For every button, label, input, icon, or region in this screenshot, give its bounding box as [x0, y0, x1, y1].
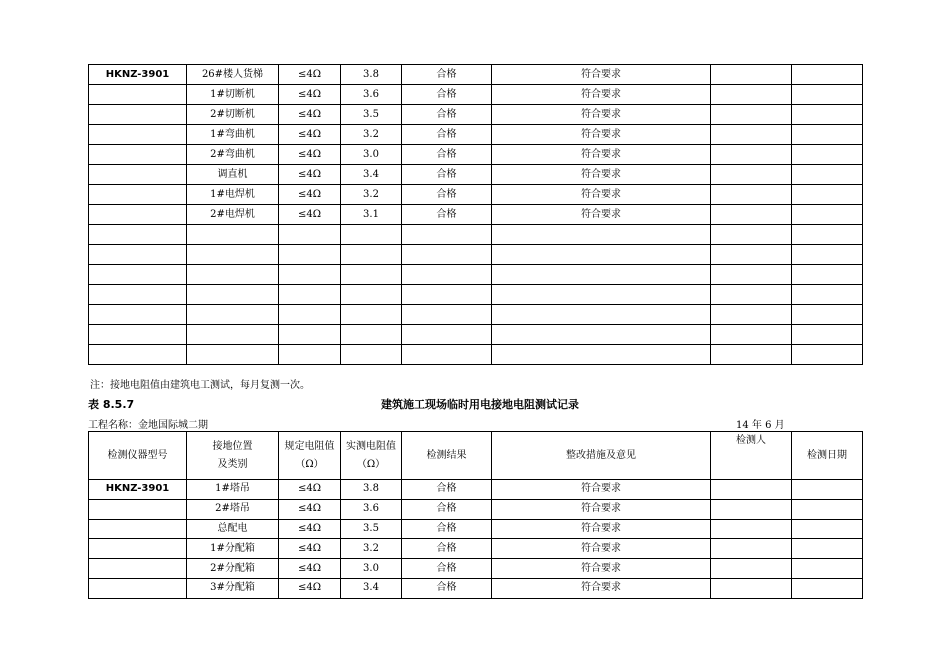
cell-instrument: HKNZ-3901 — [89, 65, 187, 85]
cell-result: 合格 — [402, 519, 492, 539]
cell-date — [792, 85, 863, 105]
cell-measures — [492, 345, 711, 365]
cell-spec: ≤4Ω — [279, 578, 341, 598]
cell-result: 合格 — [402, 85, 492, 105]
cell-spec: ≤4Ω — [279, 499, 341, 519]
cell-result: 合格 — [402, 480, 492, 500]
cell-instrument — [89, 519, 187, 539]
cell-spec: ≤4Ω — [279, 65, 341, 85]
cell-result — [402, 265, 492, 285]
cell-instrument — [89, 185, 187, 205]
cell-location: 1#电焊机 — [187, 185, 279, 205]
cell-inspector — [711, 205, 792, 225]
header-location — [187, 432, 279, 480]
cell-measures: 符合要求 — [492, 578, 711, 598]
cell-inspector — [711, 65, 792, 85]
cell-measures: 符合要求 — [492, 539, 711, 559]
cell-spec: ≤4Ω — [279, 559, 341, 579]
cell-measures: 符合要求 — [492, 205, 711, 225]
cell-location: 26#楼人货梯 — [187, 65, 279, 85]
cell-spec: ≤4Ω — [279, 125, 341, 145]
note-text: 注：接地电阻值由建筑电工测试，每月复测一次。 — [90, 380, 310, 391]
cell-date — [792, 285, 863, 305]
table-title: 建筑施工现场临时用电接地电阻测试记录 — [381, 398, 579, 411]
cell-date — [792, 499, 863, 519]
header-spec-line1: 规定电阻值 — [284, 440, 335, 452]
cell-measures: 符合要求 — [492, 145, 711, 165]
cell-inspector — [711, 305, 792, 325]
cell-inspector — [711, 480, 792, 500]
cell-spec: ≤4Ω — [279, 145, 341, 165]
cell-inspector — [711, 539, 792, 559]
cell-location — [187, 225, 279, 245]
table-row — [89, 345, 863, 365]
cell-measures: 符合要求 — [492, 185, 711, 205]
table-row — [89, 285, 863, 305]
cell-inspector — [711, 345, 792, 365]
cell-instrument — [89, 559, 187, 579]
cell-date — [792, 205, 863, 225]
header-location-line2: 及类别 — [217, 458, 248, 470]
cell-date — [792, 145, 863, 165]
cell-result — [402, 285, 492, 305]
cell-location — [187, 265, 279, 285]
cell-actual — [341, 305, 402, 325]
cell-measures: 符合要求 — [492, 125, 711, 145]
header-actual-line2: （Ω） — [356, 458, 386, 470]
cell-inspector — [711, 499, 792, 519]
cell-inspector — [711, 125, 792, 145]
table-row — [89, 105, 863, 125]
cell-date — [792, 345, 863, 365]
header-inspect-date: 检测日期 — [792, 432, 863, 480]
cell-measures: 符合要求 — [492, 480, 711, 500]
cell-measures: 符合要求 — [492, 519, 711, 539]
cell-result — [402, 345, 492, 365]
cell-inspector — [711, 105, 792, 125]
cell-spec — [279, 225, 341, 245]
cell-result: 合格 — [402, 539, 492, 559]
cell-date — [792, 265, 863, 285]
cell-result: 合格 — [402, 65, 492, 85]
cell-location: 1#分配箱 — [187, 539, 279, 559]
cell-result: 合格 — [402, 105, 492, 125]
cell-measures — [492, 285, 711, 305]
cell-result: 合格 — [402, 185, 492, 205]
cell-instrument — [89, 125, 187, 145]
project-name: 工程名称：金地国际城二期 — [88, 420, 208, 431]
cell-instrument — [89, 245, 187, 265]
cell-instrument — [89, 345, 187, 365]
record-date: 14 年 6 月 — [736, 420, 785, 431]
cell-measures: 符合要求 — [492, 85, 711, 105]
cell-spec: ≤4Ω — [279, 519, 341, 539]
cell-measures: 符合要求 — [492, 65, 711, 85]
cell-instrument — [89, 305, 187, 325]
cell-date — [792, 480, 863, 500]
cell-location: 2#电焊机 — [187, 205, 279, 225]
cell-inspector — [711, 225, 792, 245]
cell-measures: 符合要求 — [492, 559, 711, 579]
cell-instrument — [89, 265, 187, 285]
cell-date — [792, 305, 863, 325]
table-row — [89, 185, 863, 205]
header-location-line1: 接地位置 — [212, 440, 253, 452]
cell-actual: 3.2 — [341, 539, 402, 559]
cell-actual: 3.5 — [341, 105, 402, 125]
cell-instrument — [89, 85, 187, 105]
cell-spec: ≤4Ω — [279, 105, 341, 125]
cell-date — [792, 125, 863, 145]
table-row — [89, 245, 863, 265]
cell-location: 2#切断机 — [187, 105, 279, 125]
cell-location — [187, 245, 279, 265]
table-row — [89, 305, 863, 325]
cell-inspector — [711, 185, 792, 205]
cell-date — [792, 245, 863, 265]
cell-location: 1#切断机 — [187, 85, 279, 105]
cell-location: 2#分配箱 — [187, 559, 279, 579]
cell-inspector — [711, 519, 792, 539]
cell-measures: 符合要求 — [492, 499, 711, 519]
cell-date — [792, 325, 863, 345]
header-result: 检测结果 — [402, 432, 492, 480]
cell-actual — [341, 245, 402, 265]
cell-result: 合格 — [402, 145, 492, 165]
cell-date — [792, 519, 863, 539]
cell-actual — [341, 325, 402, 345]
cell-date — [792, 105, 863, 125]
cell-instrument — [89, 539, 187, 559]
cell-result: 合格 — [402, 559, 492, 579]
table-row — [89, 499, 863, 519]
cell-actual: 3.8 — [341, 65, 402, 85]
cell-date — [792, 65, 863, 85]
cell-inspector — [711, 165, 792, 185]
cell-actual: 3.4 — [341, 165, 402, 185]
cell-location — [187, 305, 279, 325]
cell-spec — [279, 325, 341, 345]
table-row — [89, 125, 863, 145]
header-spec — [279, 432, 341, 480]
table-row — [89, 519, 863, 539]
table-row — [89, 559, 863, 579]
cell-result — [402, 305, 492, 325]
table-row — [89, 325, 863, 345]
cell-result: 合格 — [402, 125, 492, 145]
cell-instrument — [89, 499, 187, 519]
cell-result — [402, 225, 492, 245]
table-row — [89, 225, 863, 245]
table-number: 表 8.5.7 — [88, 398, 135, 411]
table-row — [89, 165, 863, 185]
cell-actual — [341, 345, 402, 365]
header-inspector: 检测人 — [711, 432, 792, 480]
cell-location: 调直机 — [187, 165, 279, 185]
header-spec-line2: （Ω） — [295, 458, 324, 470]
cell-inspector — [711, 85, 792, 105]
cell-actual: 3.4 — [341, 578, 402, 598]
cell-actual: 3.2 — [341, 185, 402, 205]
cell-result: 合格 — [402, 578, 492, 598]
cell-instrument: HKNZ-3901 — [89, 480, 187, 500]
table-row — [89, 65, 863, 85]
cell-inspector — [711, 245, 792, 265]
cell-measures — [492, 305, 711, 325]
cell-spec — [279, 265, 341, 285]
header-instrument: 检测仪器型号 — [89, 432, 187, 480]
header-actual-line1: 实测电阻值 — [346, 440, 396, 452]
cell-spec — [279, 345, 341, 365]
header-measures: 整改措施及意见 — [492, 432, 711, 480]
cell-actual: 3.6 — [341, 85, 402, 105]
cell-inspector — [711, 559, 792, 579]
cell-actual — [341, 285, 402, 305]
cell-result — [402, 245, 492, 265]
cell-instrument — [89, 225, 187, 245]
cell-instrument — [89, 105, 187, 125]
cell-inspector — [711, 325, 792, 345]
table-row — [89, 265, 863, 285]
table-row — [89, 480, 863, 500]
cell-location — [187, 285, 279, 305]
cell-measures — [492, 245, 711, 265]
table-row — [89, 539, 863, 559]
cell-spec: ≤4Ω — [279, 539, 341, 559]
cell-measures — [492, 225, 711, 245]
cell-instrument — [89, 578, 187, 598]
cell-spec: ≤4Ω — [279, 205, 341, 225]
cell-location: 3#分配箱 — [187, 578, 279, 598]
cell-actual — [341, 225, 402, 245]
cell-spec: ≤4Ω — [279, 165, 341, 185]
header-actual — [341, 432, 402, 480]
cell-date — [792, 559, 863, 579]
cell-location: 总配电 — [187, 519, 279, 539]
cell-spec — [279, 285, 341, 305]
cell-date — [792, 539, 863, 559]
cell-instrument — [89, 285, 187, 305]
cell-location — [187, 345, 279, 365]
cell-actual: 3.0 — [341, 559, 402, 579]
cell-spec: ≤4Ω — [279, 185, 341, 205]
resistance-table-continued — [88, 64, 863, 365]
cell-spec: ≤4Ω — [279, 85, 341, 105]
cell-actual: 3.1 — [341, 205, 402, 225]
cell-inspector — [711, 265, 792, 285]
cell-spec: ≤4Ω — [279, 480, 341, 500]
cell-actual: 3.8 — [341, 480, 402, 500]
cell-instrument — [89, 325, 187, 345]
resistance-table — [88, 431, 863, 599]
cell-result: 合格 — [402, 205, 492, 225]
cell-location: 1#弯曲机 — [187, 125, 279, 145]
cell-location: 2#弯曲机 — [187, 145, 279, 165]
cell-actual: 3.5 — [341, 519, 402, 539]
cell-inspector — [711, 145, 792, 165]
cell-instrument — [89, 165, 187, 185]
cell-date — [792, 578, 863, 598]
cell-location — [187, 325, 279, 345]
cell-inspector — [711, 285, 792, 305]
cell-instrument — [89, 205, 187, 225]
table-row — [89, 205, 863, 225]
cell-spec — [279, 245, 341, 265]
cell-result — [402, 325, 492, 345]
table-row — [89, 85, 863, 105]
cell-date — [792, 225, 863, 245]
cell-result: 合格 — [402, 499, 492, 519]
cell-measures: 符合要求 — [492, 165, 711, 185]
cell-location: 1#塔吊 — [187, 480, 279, 500]
header-row — [89, 432, 863, 480]
cell-result: 合格 — [402, 165, 492, 185]
cell-instrument — [89, 145, 187, 165]
cell-measures — [492, 325, 711, 345]
cell-actual: 3.6 — [341, 499, 402, 519]
cell-spec — [279, 305, 341, 325]
cell-actual: 3.0 — [341, 145, 402, 165]
cell-actual: 3.2 — [341, 125, 402, 145]
cell-measures — [492, 265, 711, 285]
cell-location: 2#塔吊 — [187, 499, 279, 519]
table-row — [89, 578, 863, 598]
cell-actual — [341, 265, 402, 285]
cell-date — [792, 185, 863, 205]
cell-inspector — [711, 578, 792, 598]
table-row — [89, 145, 863, 165]
cell-measures: 符合要求 — [492, 105, 711, 125]
cell-date — [792, 165, 863, 185]
